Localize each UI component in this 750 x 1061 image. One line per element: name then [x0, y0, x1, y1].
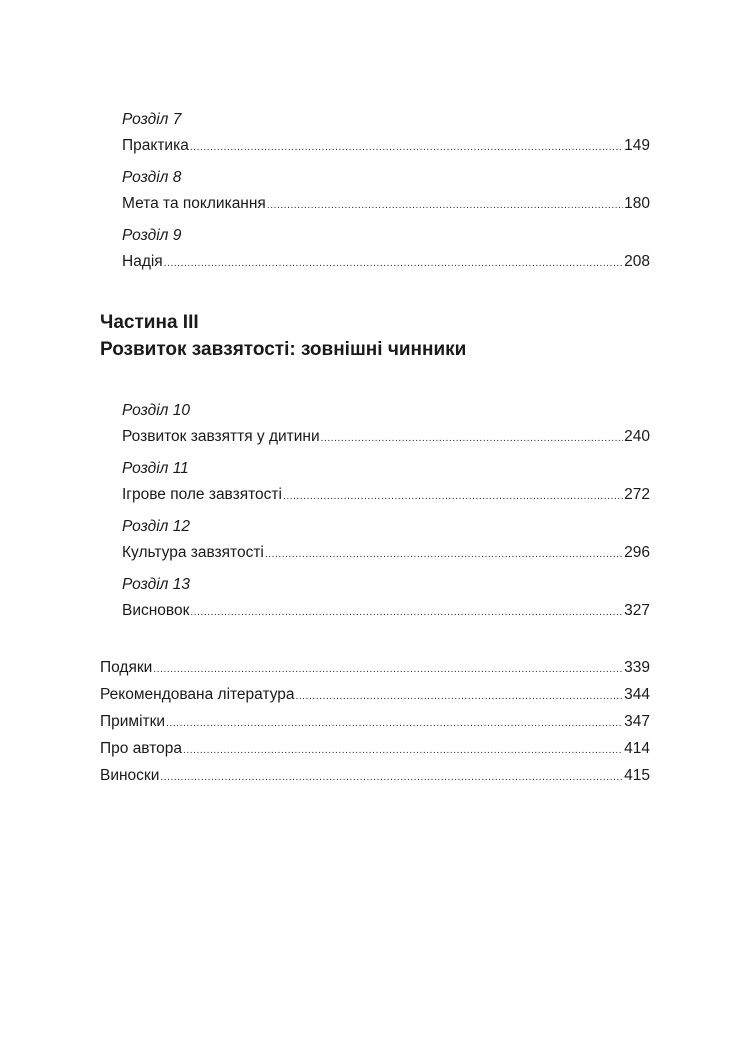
toc-entry-page: 415 [624, 767, 650, 784]
chapter-label: Розділ 11 [122, 460, 189, 477]
toc-entry[interactable] [122, 427, 650, 449]
toc-entry-page: 240 [624, 428, 650, 445]
toc-entry-title: Подяки [100, 659, 153, 676]
toc-entry[interactable] [122, 601, 650, 623]
toc-entry-title: Практика [122, 137, 189, 154]
dot-leader [190, 138, 623, 158]
dot-leader [265, 545, 623, 565]
chapter-label: Розділ 7 [122, 111, 182, 128]
toc-entry[interactable] [122, 136, 650, 158]
toc-entry[interactable] [122, 252, 650, 274]
toc-entry-title: Надія [122, 253, 163, 270]
toc-entry-footnotes[interactable] [100, 766, 650, 788]
toc-entry-recommended-reading[interactable] [100, 685, 650, 707]
toc-entry-title: Культура завзятості [122, 544, 264, 561]
toc-entry-acknowledgements[interactable] [100, 658, 650, 680]
toc-entry[interactable] [122, 543, 650, 565]
toc-entry-page: 272 [624, 486, 650, 503]
toc-entry-page: 344 [624, 686, 650, 703]
dot-leader [190, 603, 623, 623]
part-number: Частина III [100, 312, 199, 333]
chapter-label: Розділ 8 [122, 169, 182, 186]
dot-leader [160, 768, 623, 788]
dot-leader [283, 487, 623, 507]
dot-leader [321, 429, 623, 449]
dot-leader [267, 196, 623, 216]
toc-entry-title: Ігрове поле завзятості [122, 486, 282, 503]
chapter-label: Розділ 10 [122, 402, 190, 419]
dot-leader [153, 660, 623, 680]
dot-leader [296, 687, 624, 707]
chapter-label: Розділ 12 [122, 518, 190, 535]
toc-entry-page: 339 [624, 659, 650, 676]
toc-entry[interactable] [122, 485, 650, 507]
toc-entry-page: 347 [624, 713, 650, 730]
toc-entry-notes[interactable] [100, 712, 650, 734]
toc-entry-about-author[interactable] [100, 739, 650, 761]
toc-entry-title: Рекомендована література [100, 686, 295, 703]
toc-entry-title: Виноски [100, 767, 160, 784]
toc-entry-title: Мета та покликання [122, 195, 266, 212]
toc-entry-page: 208 [624, 253, 650, 270]
toc-entry-title: Розвиток завзяття у дитини [122, 428, 320, 445]
toc-entry-title: Про автора [100, 740, 182, 757]
toc-entry[interactable] [122, 194, 650, 216]
dot-leader [166, 714, 623, 734]
chapter-label: Розділ 9 [122, 227, 182, 244]
toc-entry-page: 180 [624, 195, 650, 212]
toc-entry-title: Примітки [100, 713, 166, 730]
chapter-label: Розділ 13 [122, 576, 190, 593]
dot-leader [164, 254, 623, 274]
toc-entry-title: Висновок [122, 602, 190, 619]
part-title: Розвиток завзятості: зовнішні чинники [100, 339, 467, 360]
dot-leader [183, 741, 623, 761]
toc-entry-page: 327 [624, 602, 650, 619]
toc-entry-page: 149 [624, 137, 650, 154]
toc-entry-page: 414 [624, 740, 650, 757]
toc-entry-page: 296 [624, 544, 650, 561]
